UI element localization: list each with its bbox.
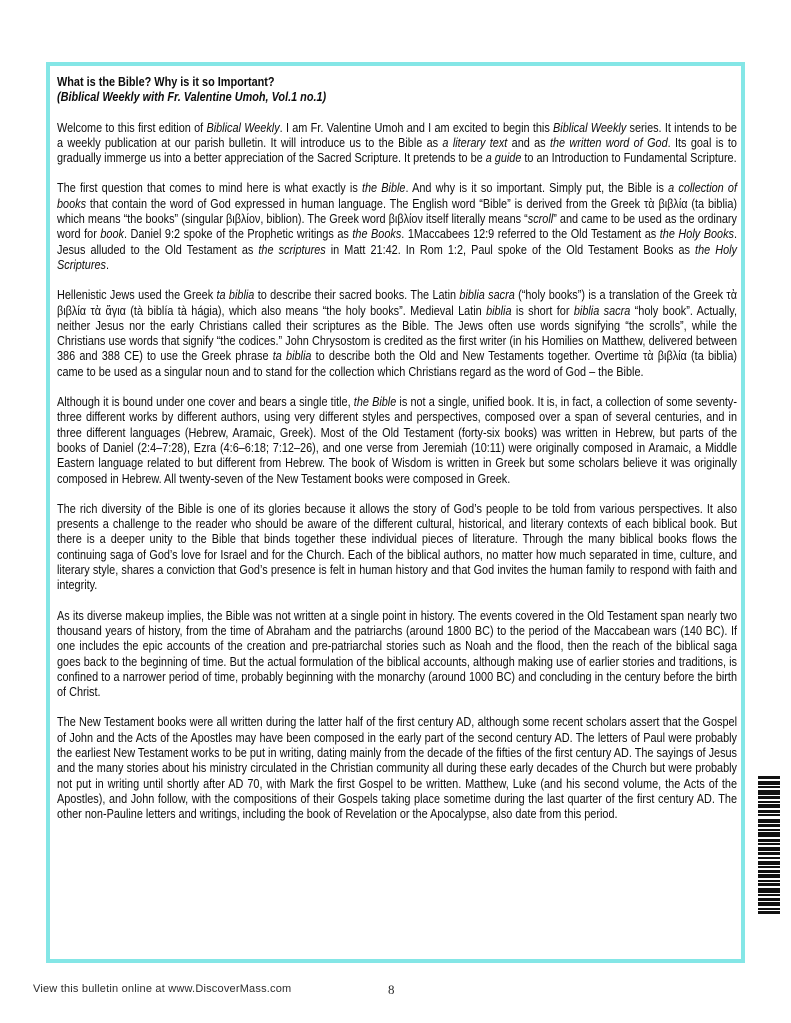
article-content [57,74,737,836]
paragraph: The first question that comes to mind here is what exactly is the Bible. And why is it so important. Simply put, the Bible is a collection of books that contain the word of God expressed in human language. The English word “Bible” is derived from the Greek τὰ βιβλία (ta biblia) which means “the books” (singular βιβλίον, biblion). The Greek word βιβλίον itself literally means “scroll” and came to be used as the ordinary word for book. Daniel 9:2 spoke of the Prophetic writings as the Books. 1Maccabees 12:9 referred to the Old Testament as the Holy Books. Jesus alluded to the Old Testament as the scriptures in Matt 21:42. In Rom 1:2, Paul spoke of the Old Testament Books as the Holy Scriptures. [57,180,737,272]
paragraph: As its diverse makeup implies, the Bible was not written at a single point in history. The events covered in the Old Testament span nearly two thousand years of history, from the time of Abraham and the patriarchs (around 1800 BC) to the period of the Maccabean wars (140 BC). If one includes the epic accounts of the creation and pre-patriarchal stories such as Noah and the flood, then the reach of the biblical saga goes back to the beginning of time. But the actual formulation of the biblical accounts, although making use of earlier stories and traditions, is confined to a narrower period of time, probably beginning with the monarchy (around 1000 BC) and concluding in the century before the birth of Christ. [57,607,737,700]
paragraph: The New Testament books were all written during the latter half of the first century AD, although some recent scholars assert that the Gospel of John and the Acts of the Apostles may have been composed in the early part of the second century AD. The letters of Paul were probably the earliest New Testament works to be put in writing, dating mainly from the decade of the fifties of the first century AD. The sayings of Jesus and the many stories about his ministry circulated in the Christian community all during these early decades of the Church but were probably not put in writing until shortly after AD 70, with Mark the first Gospel to be written. Matthew, Luke (and his second volume, the Acts of the Apostles), and John follow, with the compositions of their Gospels taking place sometime during the last quarter of the first century AD. The other non-Pauline letters and writings, including the book of Revelation or the Apocalypse, also date from this period. [57,714,737,822]
barcode-bar [758,888,780,893]
barcode-bar [758,801,780,803]
barcode-bar [758,883,780,886]
barcode-icon [758,776,780,916]
page-number: 8 [388,982,395,997]
barcode-bar [758,880,780,882]
barcode-bar [758,870,780,873]
barcode-bar [758,861,780,865]
barcode-bar [758,814,780,816]
paragraph: Welcome to this first edition of Biblical Weekly. I am Fr. Valentine Umoh and I am excited to begin this Biblical Weekly series. It intends to be a weekly publication at our parish bulletin. It will introduce us to the Bible as a literary text and as the written word of God. Its goal is to gradually immerge us into a better appreciation of the Sacred Scripture. It pretends to be a guide to an Introduction to Fundamental Scripture. [57,119,737,166]
barcode-bar [758,902,780,906]
barcode-bar [758,874,780,878]
article-title: What is the Bible? Why is it so Important? [57,74,275,89]
barcode-bar [758,911,780,914]
barcode-bar [758,796,780,799]
barcode-bar [758,852,780,855]
barcode-bar [758,810,780,813]
barcode-bar [758,839,780,842]
paragraph: The rich diversity of the Bible is one of its glories because it allows the story of God’s people to be told from various perspectives. It also presents a challenge to the reader who should be aware of the different cultural, historical, and literary contexts of each biblical book. But there is a deeper unity to the Bible that binds together these individual pieces of literature. Through the many biblical books flows the continuing saga of God’s love for Israel and for the Church. Each of the biblical authors, no matter how much separated in time, culture, and literary style, shares a conviction that God’s presence is felt in human history and that God invites the human family to respond with faith and integrity. [57,500,737,593]
barcode-bar [758,847,780,851]
barcode-bar [758,824,780,827]
barcode-bar [758,786,780,788]
footer-bulletin-url: View this bulletin online at www.DiscoverMass.com [33,983,292,995]
barcode-bar [758,790,780,795]
barcode-bar [758,832,780,837]
barcode-bar [758,866,780,868]
barcode-bar [758,898,780,901]
barcode-bar [758,819,780,823]
article-subtitle: (Biblical Weekly with Fr. Valentine Umoh, Vol.1 no.1) [57,89,327,105]
barcode-bar [758,908,780,910]
barcode-bar [758,776,780,779]
barcode-bar [758,829,780,831]
barcode-bar [758,843,780,845]
article-box [46,62,745,963]
barcode-bar [758,804,780,808]
barcode-bar [758,781,780,785]
paragraph: Hellenistic Jews used the Greek ta biblia to describe their sacred books. The Latin biblia sacra (“holy books”) is a translation of the Greek τὰ βιβλία τὰ ἅγια (tà biblía tà hágia), which also means “the holy books”. Medieval Latin biblia is short for biblia sacra “holy book”. Actually, neither Jesus nor the early Christians called their scriptures as the Bible. The Jews often use words signifying “the scrolls”, while the Christians use words that signify “the codices.” John Chrysostom is credited as the first writer (in his Homilies on Matthew, delivered between 386 and 388 CE) to use the Greek phrase ta biblia to describe both the Old and New Testaments together. Overtime τὰ βιβλία (ta biblia) came to be used as a singular noun and to stand for the collection which Christians regard as the word of God – the Bible. [57,287,737,379]
barcode-bar [758,894,780,896]
paragraph: Although it is bound under one cover and bears a single title, the Bible is not a single, unified book. It is, in fact, a collection of some seventy-three different works by different authors, using very different styles and perspectives, composed over a span of several centuries, and in three different languages (Hebrew, Aramaic, Greek). Most of the Old Testament (forty-six books) was written in Hebrew, but parts of the books of Daniel (2:4–7:28), Ezra (4:6–6:18; 7:12–26), and one verse from Jeremiah (10:11) were originally composed in Aramaic, a Middle Eastern language related to but different from Hebrew. The book of Wisdom is written in Greek but some scholars believe it was originally composed in Hebrew. All twenty-seven of the New Testament books were composed in Greek. [57,394,737,486]
article-body [57,120,737,822]
barcode-bar [758,857,780,859]
